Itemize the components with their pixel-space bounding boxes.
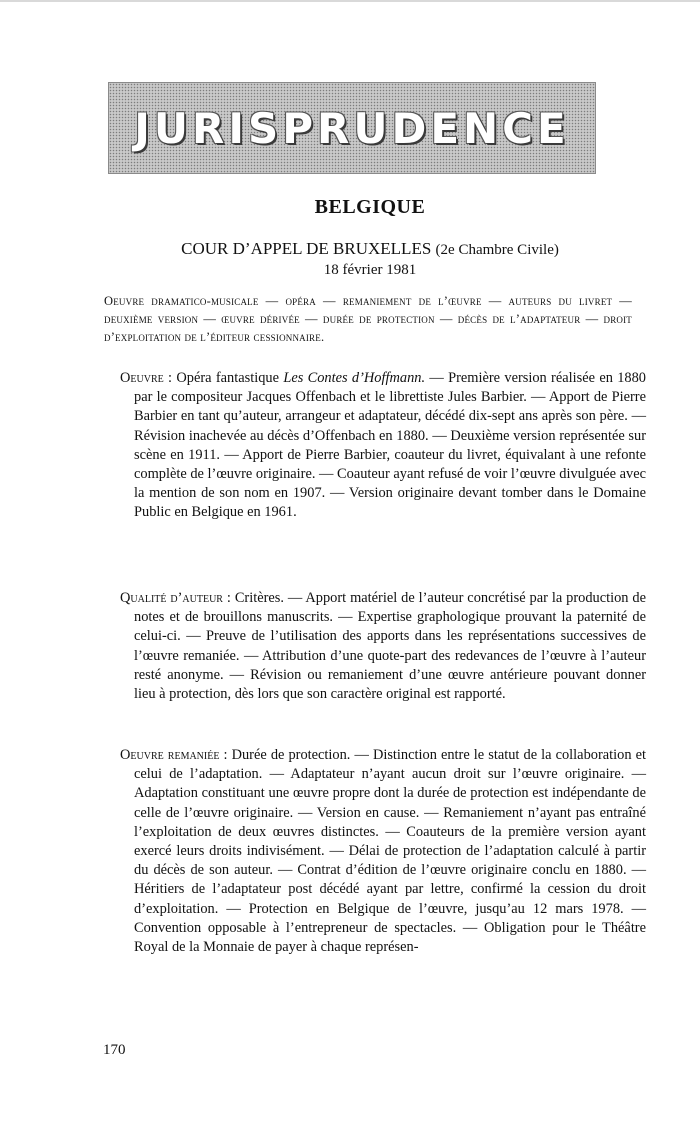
court-chamber: (2e Chambre Civile): [435, 242, 559, 258]
summary-text: : Durée de protection. — Distinction entre le statut de la collaboration et celui de l’adaptation. — Adaptateur n’ayant aucun droit sur l’œuvre originaire. — Adaptation constituant une œuvre propre dont la durée de protection est indépendante de celle de l’œuvre originaire. — Version en cause. — Remaniement n’ayant pas entraîné l’exploitation de deux œuvres distinctes. — Coauteurs de la première version ayant exercé leurs droits indivisément. — Délai de protection de l’adaptation calculé à partir du décès de son auteur. — Contrat d’édition de l’œuvre originaire conclu en 1880. — Héritiers de l’adaptateur post décédé ayant par lettre, confirmé la cession du droit d’exploitation. — Protection en Belgique de l’œuvre, jusqu’au 12 mars 1978. — Convention opposable à l’entrepreneur de spectacles. — Obligation pour le Théâtre Royal de la Monnaie de payer à chaque représen-: [134, 747, 646, 956]
section-banner: [108, 82, 596, 174]
summary-oeuvre-remaniee: [120, 746, 646, 957]
page-number: 170: [103, 1042, 126, 1058]
summary-text: — Première version réalisée en 1880 par le compositeur Jacques Offenbach et le librettiste Jules Barbier. — Apport de Pierre Barbier en tant qu’auteur, arrangeur et adaptateur, décédé dix-sept ans après son père. — Révision inachevée au décès d’Offenbach en 1880. — Deuxième version représentée sur scène en 1911. — Apport de Pierre Barbier, coauteur du livret, équivalant à une refonte complète de l’œuvre originaire. — Coauteur ayant refusé de voir l’œuvre divulguée avec la mention de son nom en 1907. — Version originaire devant tomber dans le Domaine Public en Belgique en 1961.: [134, 370, 646, 521]
summary-title-italic: Les Contes d’Hoffmann.: [283, 370, 426, 386]
country-heading: BELGIQUE: [314, 196, 426, 218]
summary-head: Oeuvre: [120, 370, 164, 386]
summary-head: Qualité d’auteur: [120, 590, 223, 606]
summary-oeuvre: [120, 369, 646, 523]
summary-qualite-auteur: [120, 589, 646, 704]
court-name: COUR D’APPEL DE BRUXELLES: [181, 239, 432, 258]
summary-text: : Critères. — Apport matériel de l’auteur concrétisé par la production de notes et de brouillons manuscrits. — Expertise graphologique prouvant la paternité de celui-ci. — Preuve de l’utilisation des apports dans les représentations successives de l’œuvre remaniée. — Attribution d’une quote-part des redevances de l’œuvre à l’auteur resté anonyme. — Révision ou remaniement d’une œuvre antérieure pouvant donner lieu à protection, dès lors que son caractère original est rapporté.: [134, 590, 646, 703]
top-rule: [0, 0, 700, 2]
banner-title: JURISPRUDENCE: [134, 103, 570, 153]
summary-head: Oeuvre remaniée: [120, 747, 220, 763]
summary-pre: : Opéra fantastique: [163, 370, 284, 386]
decision-date: 18 février 1981: [323, 262, 417, 278]
court-heading: [0, 239, 700, 259]
keywords-paragraph: Oeuvre dramatico-musicale — opéra — remaniement de l’œuvre — auteurs du livret — deuxième version — œuvre dérivée — durée de protection — décès de l’adaptateur — droit d’exploitation de l’éditeur cessionnaire.: [104, 294, 632, 344]
